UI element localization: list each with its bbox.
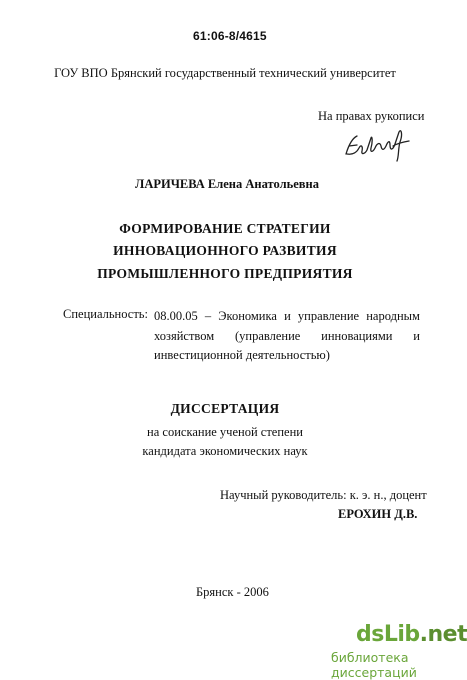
degree-line-1: на соискание ученой степени bbox=[147, 425, 303, 439]
institution-name: ГОУ ВПО Брянский государственный технический университет bbox=[54, 66, 396, 80]
title-line-3: ПРОМЫШЛЕННОГО ПРЕДПРИЯТИЯ bbox=[97, 266, 353, 281]
specialty-word: Экономика bbox=[218, 309, 277, 323]
catalog-code: 61:06-8/4615 bbox=[193, 29, 267, 43]
specialty-word: управление bbox=[297, 309, 360, 323]
specialty-word: инвестиционной деятельностью) bbox=[154, 348, 330, 362]
specialty-word: инновациями bbox=[321, 328, 393, 343]
specialty-line-1 bbox=[154, 307, 420, 327]
watermark-logo-domain: .net bbox=[419, 622, 467, 647]
advisor-name: ЕРОХИН Д.В. bbox=[338, 507, 418, 521]
specialty-line-3 bbox=[154, 346, 420, 366]
specialty-text bbox=[154, 307, 420, 366]
place-year: Брянск - 2006 bbox=[196, 585, 269, 599]
specialty-word: хозяйством bbox=[154, 328, 215, 343]
watermark-logo-name: dsLib bbox=[356, 622, 420, 647]
signature-image bbox=[343, 124, 415, 164]
degree-line-2: кандидата экономических наук bbox=[142, 444, 308, 458]
specialty-word: 08.00.05 bbox=[154, 309, 198, 323]
specialty-label: Специальность: bbox=[63, 307, 148, 321]
specialty-word: и bbox=[284, 309, 291, 323]
title-line-1: ФОРМИРОВАНИЕ СТРАТЕГИИ bbox=[119, 221, 331, 236]
specialty-line-2 bbox=[154, 327, 420, 347]
specialty-word: и bbox=[413, 328, 420, 343]
advisor-label: Научный руководитель: к. э. н., доцент bbox=[220, 488, 427, 502]
watermark-logo bbox=[356, 622, 467, 647]
specialty-word: – bbox=[204, 309, 212, 323]
specialty-word: (управление bbox=[234, 328, 301, 343]
watermark-tagline: библиотека диссертаций bbox=[331, 650, 417, 680]
document-type: ДИССЕРТАЦИЯ bbox=[170, 401, 280, 416]
title-line-2: ИННОВАЦИОННОГО РАЗВИТИЯ bbox=[113, 243, 337, 258]
author-name: ЛАРИЧЕВА Елена Анатольевна bbox=[135, 177, 319, 191]
manuscript-note: На правах рукописи bbox=[318, 109, 425, 123]
specialty-word: народным bbox=[366, 309, 420, 323]
